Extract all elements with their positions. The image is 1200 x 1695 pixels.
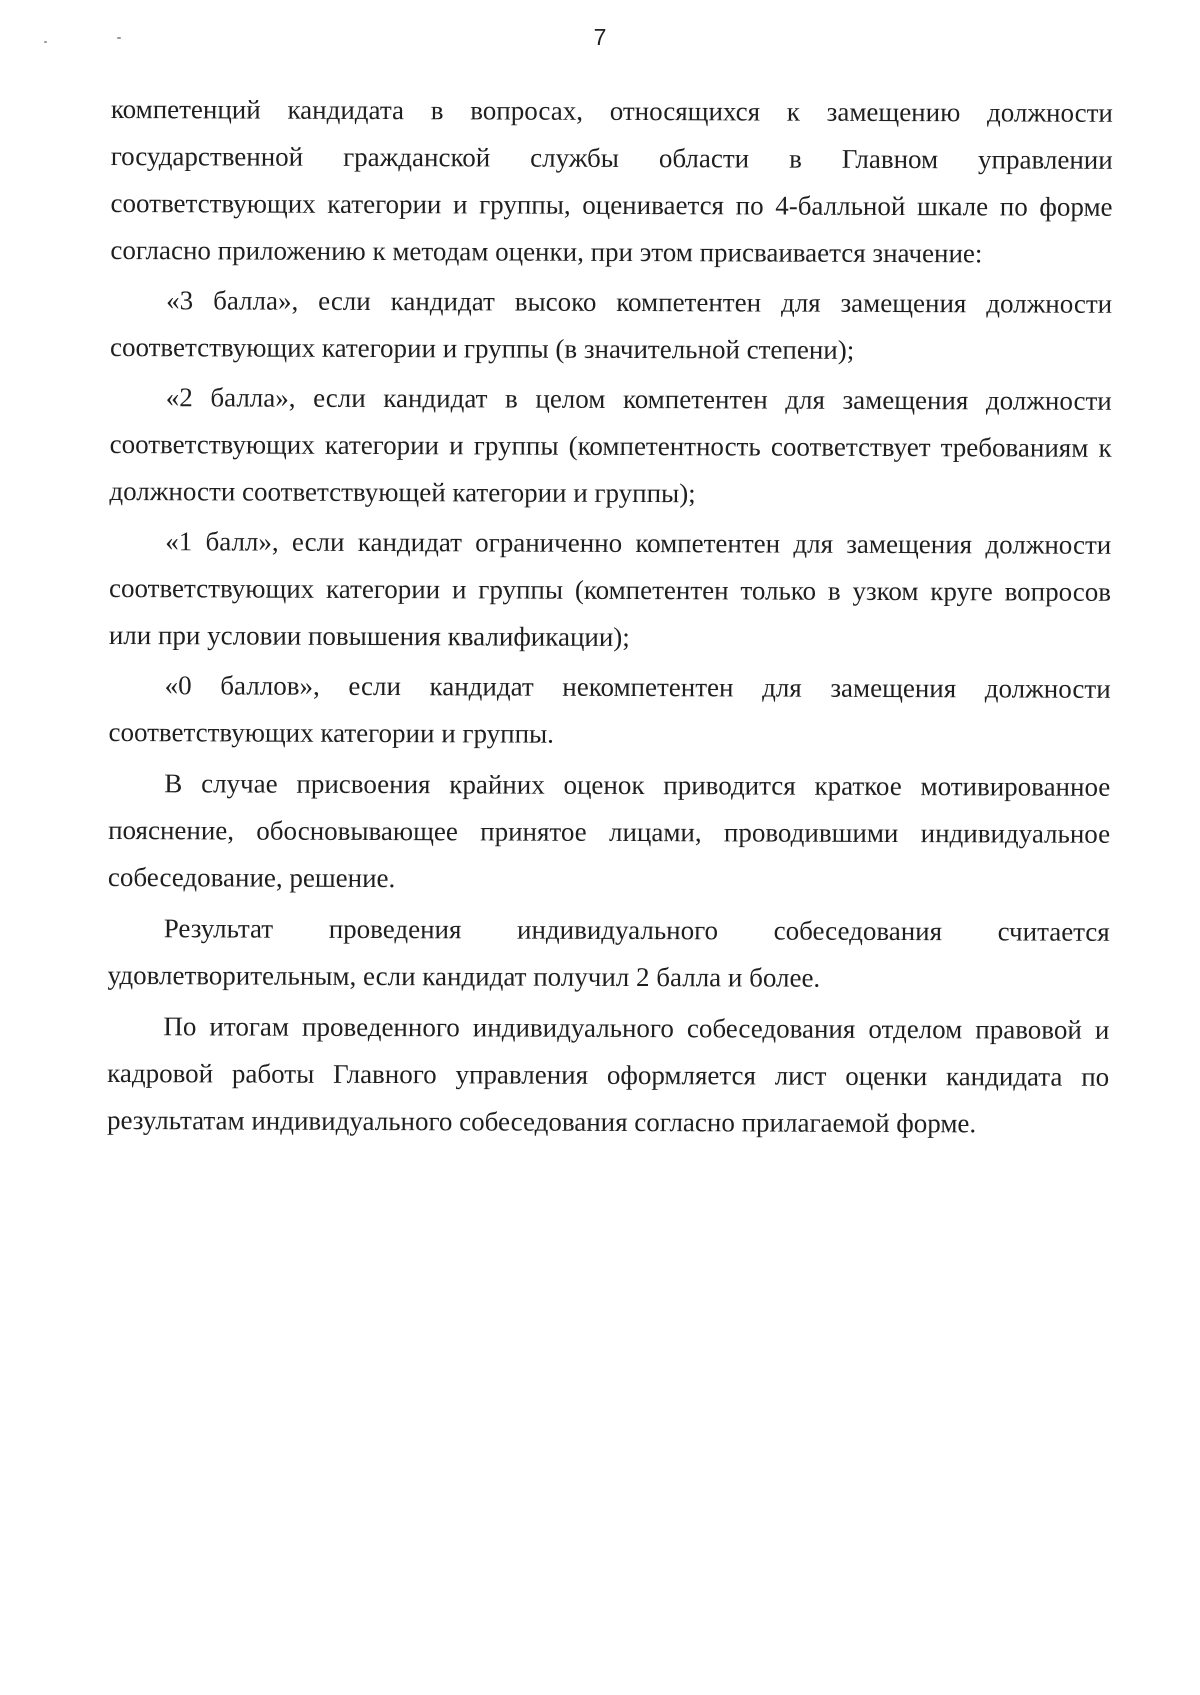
paragraph-evaluation-sheet: По итогам проведенного индивидуального собеседования отделом правовой и кадровой работы Главного управления оформляется лист оценки кандидата по результатам индивидуального собеседования согласно прилагаемой форме. [106,1011,1110,1139]
paragraph-score-2: «2 балла», если кандидат в целом компетентен для замещения должности соответствующих категории и группы (компетентность соответствует требованиям к должности соответствующей категории и группы); [109,382,1112,509]
document-body [107,86,1113,1151]
paragraph-score-1: «1 балл», если кандидат ограниченно компетентен для замещения должности соответствующих категории и группы (компетентен только в узком круге вопросов или при условии повышения квалификации); [108,526,1112,652]
paragraph-score-0: «0 баллов», если кандидат некомпетентен для замещения должности соответствующих категории и группы. [108,670,1111,749]
page-number: 7 [593,24,607,50]
paragraph-continuation: компетенций кандидата в вопросах, относящихся к замещению должности государственной гражданской службы области в Главном управлении соответствующих категории и группы, оценивается по 4-балльной шкале по форме согласно приложению к методам оценки, при этом присваивается значение: [110,93,1113,269]
paragraph-score-3: «3 балла», если кандидат высоко компетентен для замещения должности соответствующих категории и группы (в значительной степени); [109,285,1113,365]
paragraph-extreme-scores: В случае присвоения крайних оценок приводится краткое мотивированное пояснение, обосновывающее принятое лицами, проводившими индивидуальное собеседование, решение. [107,768,1111,894]
paragraph-result: Результат проведения индивидуального собеседования считается удовлетворительным, если кандидат получил 2 балла и более. [107,913,1110,993]
